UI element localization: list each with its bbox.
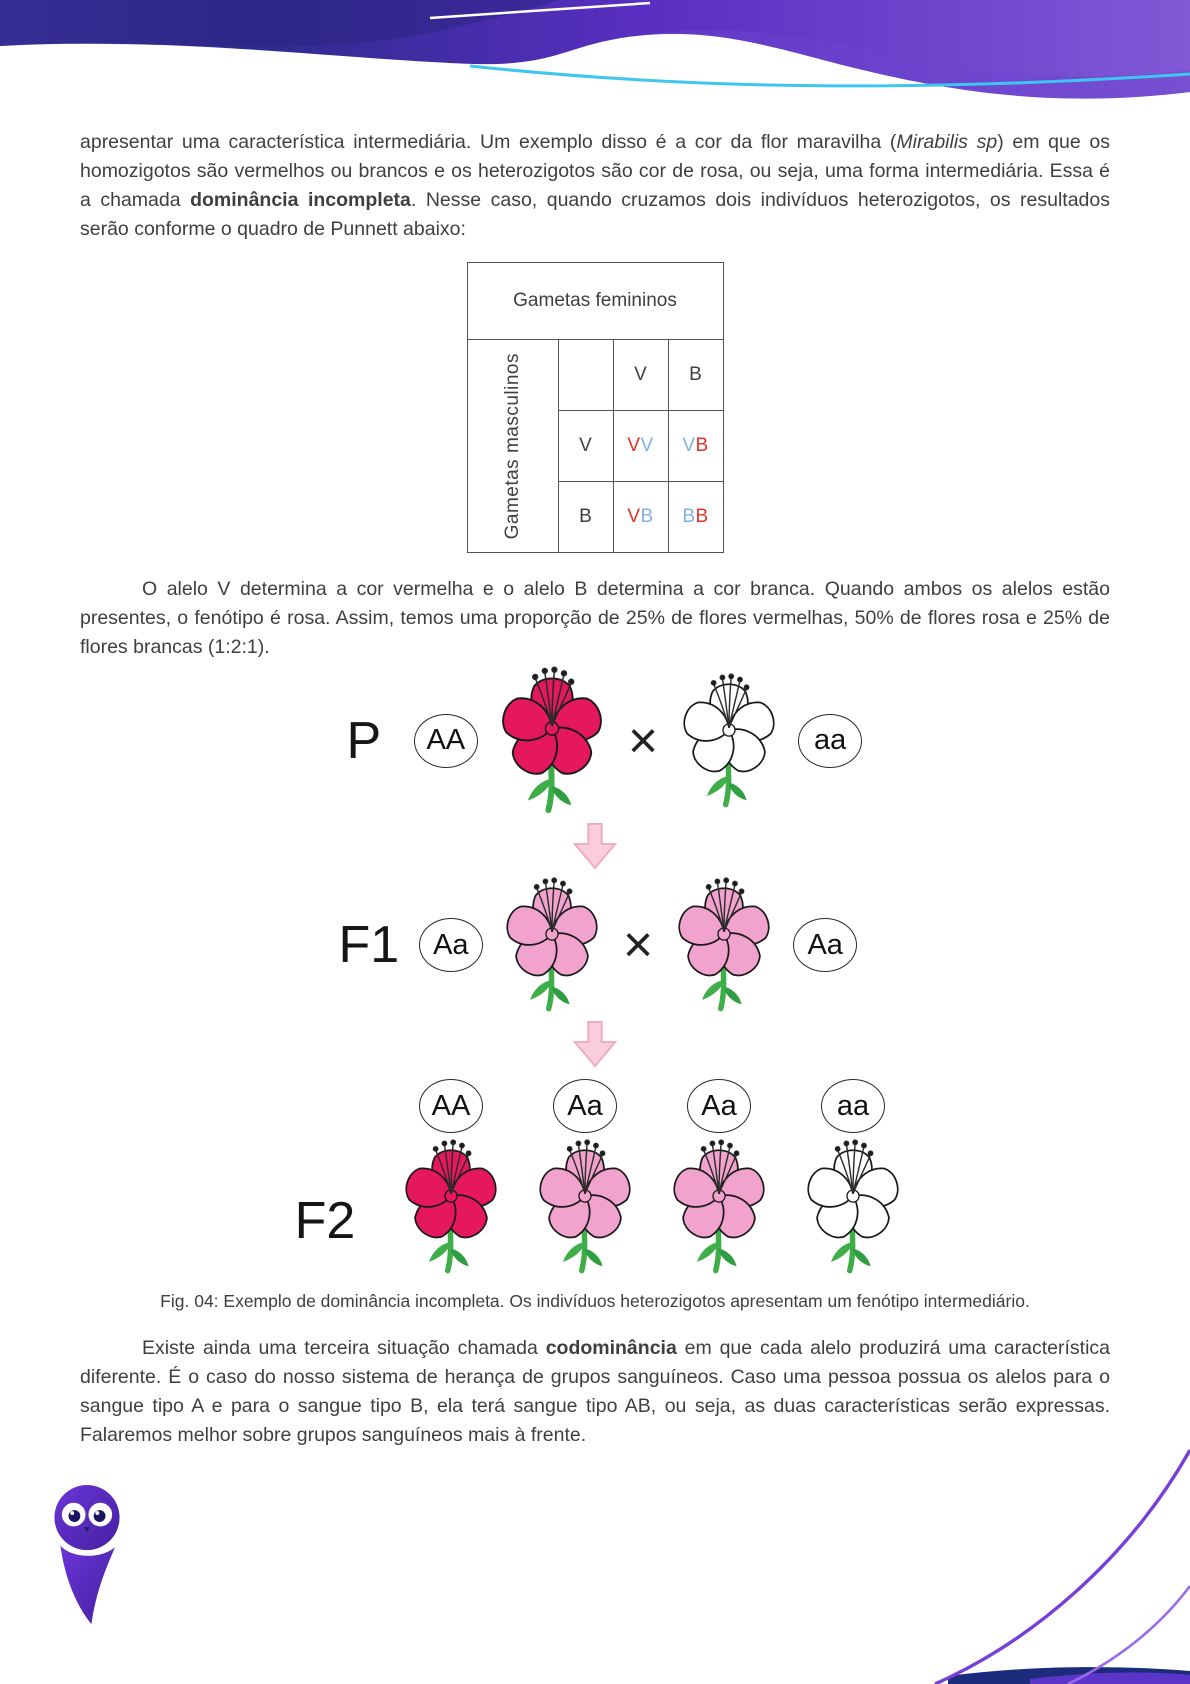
incomplete-dominance-term: dominância incompleta bbox=[190, 189, 411, 211]
genotype-circle-AA: AA bbox=[414, 714, 478, 768]
genotype-circle-Aa: Aa bbox=[553, 1079, 617, 1133]
male-allele-V: V bbox=[559, 411, 613, 481]
red-flower bbox=[492, 666, 612, 815]
genotype-circle-AA: AA bbox=[419, 1079, 483, 1133]
generation-f2-row bbox=[282, 1079, 908, 1275]
generation-f1-label: F1 bbox=[338, 916, 400, 974]
white-flower bbox=[798, 1139, 908, 1275]
genotype-circle-Aa: Aa bbox=[419, 918, 483, 972]
intro-text-2: ) em que os homozigotos são vermelhos ou brancos e os heterozigotos são cor de rosa, ou seja, uma forma intermediária. Essa é a chamada bbox=[80, 131, 1110, 211]
pink-flower bbox=[664, 1139, 774, 1275]
codominance-term: codominância bbox=[545, 1337, 677, 1359]
genotype-circle-Aa: Aa bbox=[687, 1079, 751, 1133]
allele-paragraph: O alelo V determina a cor vermelha e o alelo B determina a cor branca. Quando ambos os alelos estão presentes, o fenótipo é rosa. Assim, temos uma proporção de 25% de flores vermelhas, 50% de flores rosa e 25% de flores brancas (1:2:1). bbox=[80, 578, 1110, 658]
punnett-square bbox=[467, 262, 724, 553]
page-content bbox=[80, 128, 1110, 1450]
white-flower bbox=[674, 673, 784, 809]
genotype-circle-aa: aa bbox=[798, 714, 862, 768]
punnett-cell-VV: V V bbox=[614, 411, 668, 481]
f2-offspring-2 bbox=[530, 1079, 640, 1275]
pink-flower bbox=[669, 877, 779, 1013]
pink-flower bbox=[530, 1139, 640, 1275]
generation-p-row bbox=[328, 666, 862, 815]
female-allele-B: B bbox=[669, 340, 723, 410]
male-gametes-header: Gametas masculinos bbox=[468, 340, 558, 552]
female-gametes-header: Gametas femininos bbox=[468, 263, 723, 339]
red-flower bbox=[396, 1139, 506, 1275]
owl-body bbox=[60, 1546, 115, 1624]
header-wave-decoration bbox=[0, 0, 1190, 112]
intro-text-3: . Nesse caso, quando cruzamos dois indivíduos heterozigotos, os resultados serão conforme o quadro de Punnett abaixo: bbox=[80, 189, 1111, 240]
punnett-cell-VB2: V B bbox=[614, 482, 668, 552]
punnett-cell-BB: B B bbox=[669, 482, 723, 552]
punnett-empty-cell bbox=[559, 340, 613, 410]
pink-flower bbox=[497, 877, 607, 1013]
codominance-text-1: Existe ainda uma terceira situação chamada bbox=[142, 1337, 546, 1359]
female-allele-V: V bbox=[614, 340, 668, 410]
f2-offspring-3 bbox=[664, 1079, 774, 1275]
species-name: Mirabilis sp bbox=[896, 131, 998, 153]
genotype-circle-Aa: Aa bbox=[793, 918, 857, 972]
inheritance-figure bbox=[80, 666, 1110, 1312]
cross-symbol: × bbox=[627, 711, 659, 770]
down-arrow-icon bbox=[572, 1021, 618, 1067]
intro-paragraph bbox=[80, 128, 1110, 244]
generation-f2-label: F2 bbox=[294, 1192, 356, 1250]
f2-offspring-1 bbox=[396, 1079, 506, 1275]
generation-p-label: P bbox=[346, 711, 382, 770]
codominance-paragraph bbox=[80, 1334, 1110, 1450]
generation-f1-row bbox=[333, 877, 857, 1013]
male-allele-B: B bbox=[559, 482, 613, 552]
f2-offspring-4 bbox=[798, 1079, 908, 1275]
down-arrow-icon bbox=[572, 823, 618, 869]
figure-caption: Fig. 04: Exemplo de dominância incompleta. Os indivíduos heterozigotos apresentam um fenótipo intermediário. bbox=[160, 1291, 1030, 1311]
intro-text-1: apresentar uma característica intermediária. Um exemplo disso é a cor da flor maravilha ( bbox=[80, 131, 897, 153]
punnett-square-wrapper bbox=[80, 262, 1110, 553]
estrategia-owl-logo bbox=[50, 1482, 124, 1630]
genotype-circle-aa: aa bbox=[821, 1079, 885, 1133]
cross-symbol: × bbox=[622, 916, 654, 974]
punnett-cell-VB: V B bbox=[669, 411, 723, 481]
codominance-text-2: em que cada alelo produzirá uma característica diferente. É o caso do nosso sistema de herança de grupos sanguíneos. Caso uma pessoa possua os alelos para o sangue tipo A e para o sangue tipo B, ela terá sangue tipo AB, ou seja, as duas características serão expressas. Falaremos melhor sobre grupos sanguíneos mais à frente. bbox=[80, 1337, 1111, 1446]
